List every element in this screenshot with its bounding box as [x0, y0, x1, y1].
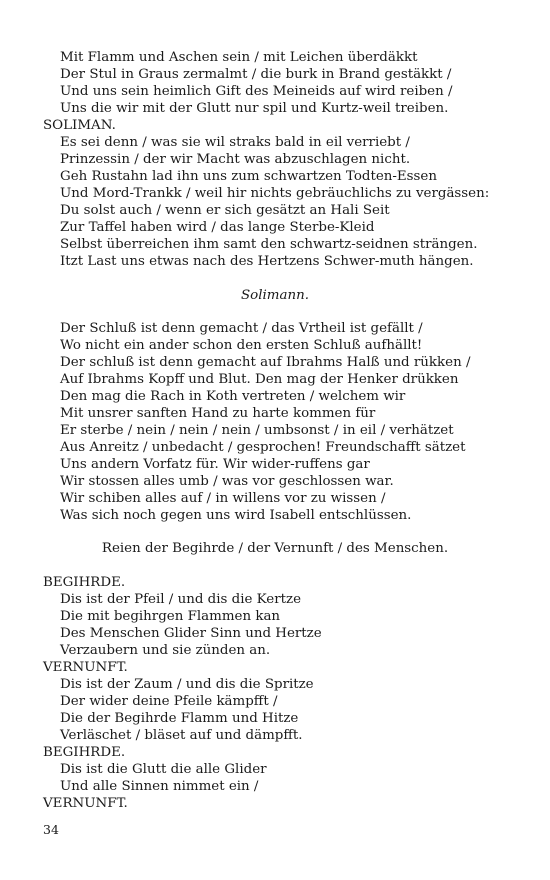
verse-line: Uns andern Vorfatz für. Wir wider-ruffens gar: [60, 457, 370, 472]
verse-line: Aus Anreitz / unbedacht / gesprochen! Freundschafft sätzet: [60, 440, 466, 455]
verse-line: Es sei denn / was sie wil straks bald in eil verriebt /: [60, 135, 410, 150]
speaker-name: BEGIHRDE.: [43, 745, 126, 760]
verse-line: Prinzessin / der wir Macht was abzuschlagen nicht.: [60, 152, 411, 167]
verse-line: Die mit begihrgen Flammen kan: [60, 609, 281, 624]
verse-line: Er sterbe / nein / nein / nein / umbsonst / in eil / verhätzet: [60, 423, 454, 438]
verse-line: Die der Begihrde Flamm und Hitze: [60, 711, 299, 726]
verse-line: Mit Flamm und Aschen sein / mit Leichen überdäkkt: [60, 50, 418, 65]
speaker-name: BEGIHRDE.: [43, 575, 126, 590]
verse-line: Dis ist der Zaum / und dis die Spritze: [60, 677, 314, 692]
verse-line: Itzt Last uns etwas nach des Hertzens Schwer-muth hängen.: [60, 254, 474, 269]
verse-line: Wir schiben alles auf / in willens vor zu wissen /: [60, 491, 386, 506]
verse-line: Dis ist die Glutt die alle Glider: [60, 762, 267, 777]
verse-line: Den mag die Rach in Koth vertreten / welchem wir: [60, 389, 406, 404]
verse-line: Wir stossen alles umb / was vor geschlossen war.: [60, 474, 394, 489]
verse-line: Des Menschen Glider Sinn und Hertze: [60, 626, 322, 641]
verse-line: Und alle Sinnen nimmet ein /: [60, 779, 259, 794]
verse-line: Wo nicht ein ander schon den ersten Schluß aufhällt!: [60, 338, 423, 353]
verse-line: Was sich noch gegen uns wird Isabell entschlüssen.: [60, 508, 412, 523]
chorus-heading: Reien der Begihrde / der Vernunft / des Menschen.: [101, 541, 449, 556]
verse-line: Dis ist der Pfeil / und dis die Kertze: [60, 592, 301, 607]
speaker-name: VERNUNFT.: [43, 660, 128, 675]
verse-line: Mit unsrer sanften Hand zu harte kommen für: [60, 406, 376, 421]
verse-line: Auf Ibrahms Kopff und Blut. Den mag der Henker drükken: [60, 372, 459, 387]
verse-line: Der Schluß ist denn gemacht / das Vrtheil ist gefällt /: [60, 321, 423, 336]
verse-line: Und Mord-Trankk / weil hir nichts gebräuchlichs zu vergässen:: [60, 186, 490, 201]
verse-line: Der wider deine Pfeile kämpfft /: [60, 694, 278, 709]
scene-heading: Solimann.: [241, 288, 309, 303]
speaker-name: SOLIMAN.: [43, 118, 116, 133]
verse-line: Geh Rustahn lad ihn uns zum schwartzen Todten-Essen: [60, 169, 437, 184]
page-number: 34: [43, 822, 59, 837]
verse-line: Und uns sein heimlich Gift des Meineids auf wird reiben /: [60, 84, 453, 99]
verse-line: Selbst überreichen ihm samt den schwartz-seidnen strängen.: [60, 237, 478, 252]
verse-line: Verzaubern und sie zünden an.: [60, 643, 271, 658]
verse-line: Verläschet / bläset auf und dämpfft.: [60, 728, 303, 743]
speaker-name: VERNUNFT.: [43, 796, 128, 811]
verse-line: Der Stul in Graus zermalmt / die burk in Brand gestäkkt /: [60, 67, 452, 82]
verse-line: Der schluß ist denn gemacht auf Ibrahms Halß und rükken /: [60, 355, 471, 370]
verse-line: Du solst auch / wenn er sich gesätzt an Hali Seit: [60, 203, 390, 218]
verse-line: Zur Taffel haben wird / das lange Sterbe-Kleid: [60, 220, 375, 235]
verse-line: Uns die wir mit der Glutt nur spil und Kurtz-weil treiben.: [60, 101, 449, 116]
